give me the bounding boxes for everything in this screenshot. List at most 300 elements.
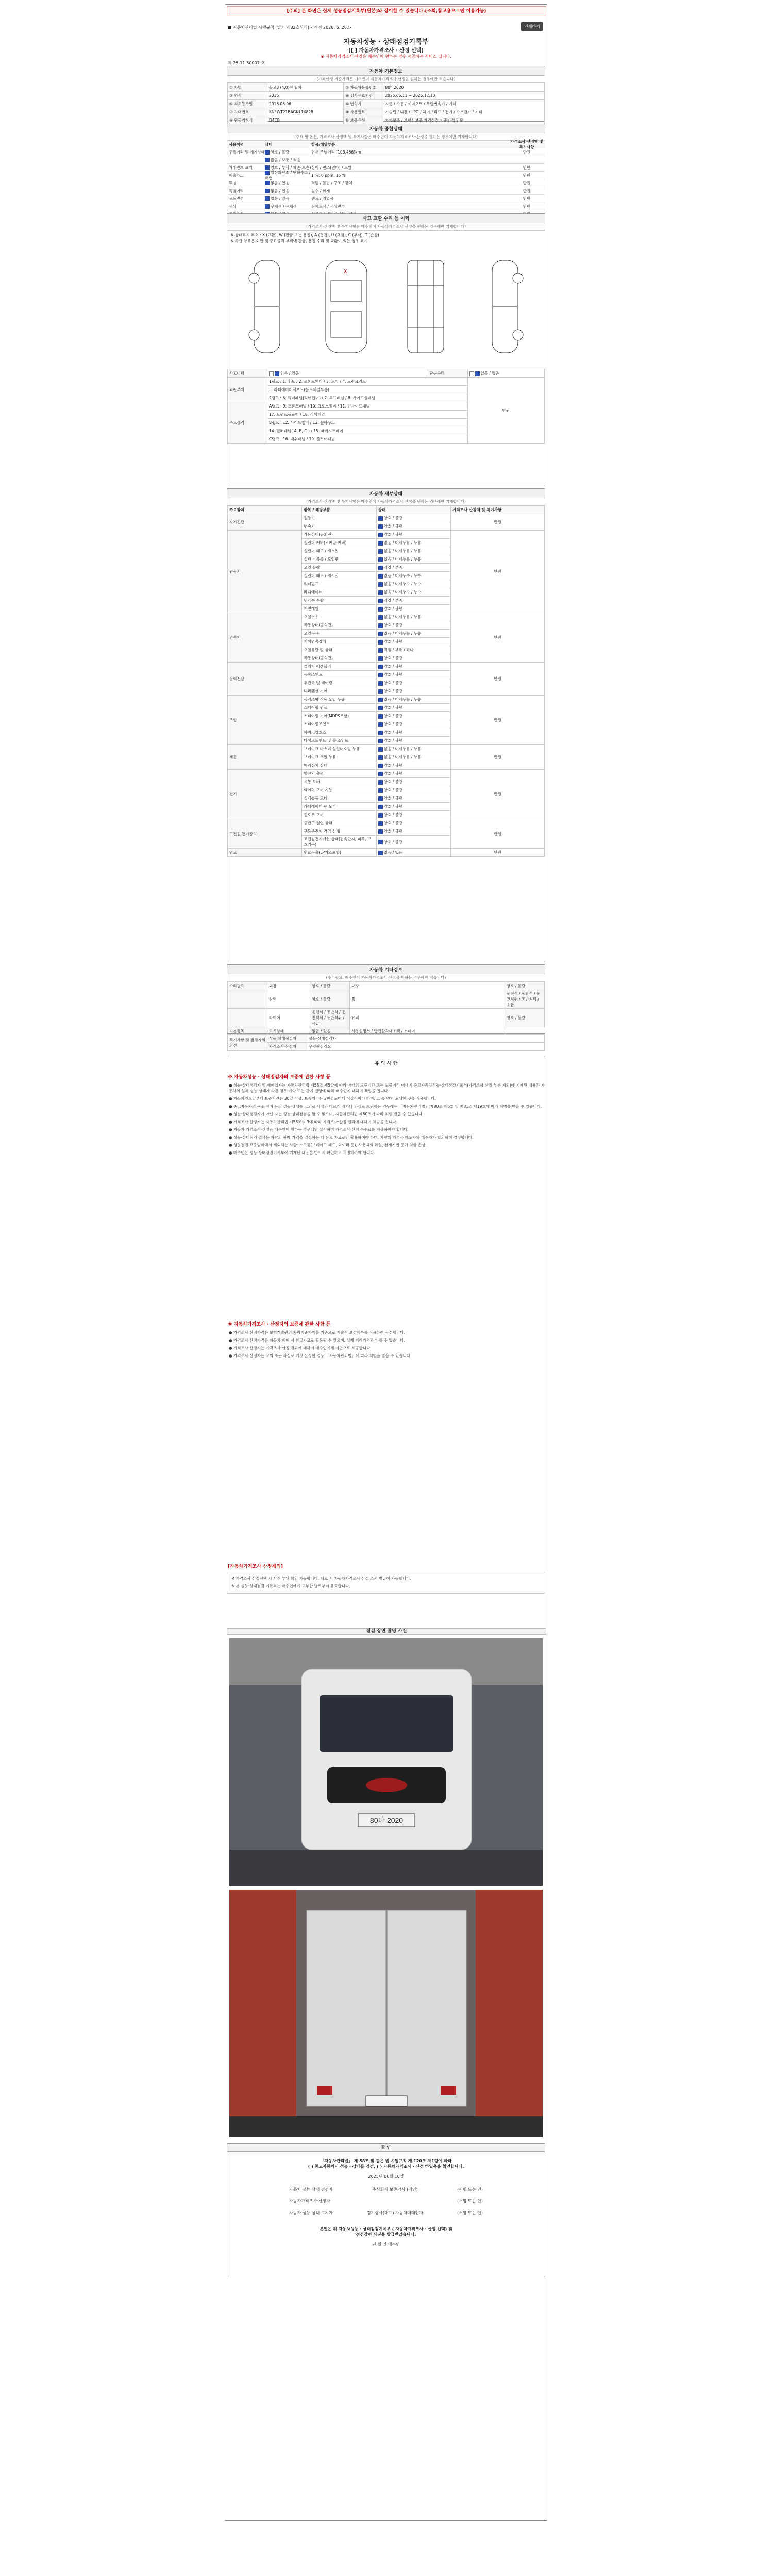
state-item: 배출가스 xyxy=(229,173,244,178)
basic-value: KNFWT21BAGK114828 xyxy=(267,108,344,116)
state-status-text: 양호 / 부식 / 훼손(오손) xyxy=(271,165,311,170)
detail-status-text: 양호 / 불량 xyxy=(383,664,403,669)
detail-status xyxy=(376,728,450,737)
detail-status xyxy=(376,630,450,638)
checkbox-icon xyxy=(265,196,270,201)
state-status xyxy=(265,188,311,194)
detail-row xyxy=(228,745,545,753)
detail-status xyxy=(376,572,450,580)
checkbox-icon xyxy=(265,189,270,193)
detail-status-text: 없음 / 미세누유 / 누유 xyxy=(383,540,422,545)
checkbox-icon xyxy=(378,821,383,826)
detail-status-text: 양호 / 불량 xyxy=(383,821,403,825)
state-parts: 적법 / 불법 / 구조 / 장치 xyxy=(311,180,352,185)
car-top-front-diagram xyxy=(318,255,375,358)
sign-cell: (서명 또는 인) xyxy=(457,2187,483,2192)
outer-panel-label: 외판부위 xyxy=(228,378,267,402)
detail-status-text: 양호 / 불량 xyxy=(383,771,403,776)
print-button[interactable]: 인쇄하기 xyxy=(521,22,543,31)
page-subtitle: ([ ] 자동차가격조사 · 산정 선택) xyxy=(348,48,424,54)
detail-item: 실린더 커버(로커암 커버) xyxy=(302,539,376,547)
etc-row xyxy=(228,1009,545,1027)
state-row xyxy=(227,195,545,202)
caution-line: ● 가격조사·산정자는 자동차관리법 제58조의 3에 따라 가격조사·산정 결과에 대하여 책임을 집니다. xyxy=(229,1120,398,1124)
detail-status xyxy=(376,720,450,728)
detail-status xyxy=(376,778,450,786)
simple-repair-label: 단순수리 xyxy=(428,369,467,378)
basic-value: 봉고3 (4.0)진 탑차 xyxy=(267,83,344,92)
checkbox-icon xyxy=(265,171,270,175)
etc-cell xyxy=(228,1009,267,1027)
detail-status-text: 없음 / 미세누유 / 누유 xyxy=(383,747,422,751)
sign-row xyxy=(227,2183,545,2195)
state-status-text: 많음 / 보통 / 적음 xyxy=(271,157,301,162)
basic-row xyxy=(228,100,545,108)
state-item: 튜닝 xyxy=(229,180,237,185)
checkbox-icon xyxy=(378,829,383,834)
state-col-header: 사용이력 xyxy=(229,142,244,147)
detail-status xyxy=(376,849,450,857)
detail-status xyxy=(376,663,450,671)
basic-label: ⑥ 변속기 xyxy=(344,100,383,108)
caution-line: ● 가격조사·산정가격은 자동차 매매 시 참고자료로 활용될 수 있으며, 실제 거래가격과 다를 수 있습니다. xyxy=(229,1338,405,1343)
state-parts: 현재 주행거리 [103,486]km xyxy=(311,149,361,155)
frame-a: A랭크 : 9. 프론트패널 / 10. 크로스멤버 / 11. 인사이드패널 xyxy=(267,402,468,411)
detail-item: 실내송풍 모터 xyxy=(302,794,376,803)
detail-status xyxy=(376,836,450,849)
detail-sub: (가격조사·산정액 및 특기사항은 매수인이 자동차가격조사·산정을 원하는 경우에만 기재합니다) xyxy=(227,498,545,505)
basic-label: ⑩ 보증유형 xyxy=(344,116,383,125)
etc-cell: 외장 xyxy=(267,982,310,990)
caution-1 xyxy=(227,1072,545,1158)
outer-rank1: 1랭크 : 1. 후드 / 2. 프론트휀더 / 3. 도어 / 4. 트렁크리드 xyxy=(267,378,468,386)
etc-cell: 사용설명서 / 안전삼각대 / 잭 / 스패너 xyxy=(350,1027,505,1036)
confirm-law: 「자동차관리법」 제 58조 및 같은 법 시행규칙 제 120조 제1항에 따라 xyxy=(320,2159,452,2163)
caution-1-title: ※ 자동차성능 · 상태점검자의 보증에 관한 사항 등 xyxy=(228,1075,331,1080)
basic-row xyxy=(228,83,545,92)
detail-item: 윈도우 모터 xyxy=(302,811,376,819)
overall-state-head: 자동차 종합상태 xyxy=(227,124,545,133)
detail-status xyxy=(376,646,450,654)
basic-value: 자가보증 / 보험사보증 가격산정 기준가격 만원 xyxy=(383,116,545,125)
checkbox-icon xyxy=(378,772,383,776)
checkbox-icon xyxy=(378,698,383,702)
etc-cell: 유리 xyxy=(350,1009,505,1027)
basic-info-sub: (가격산정 기준가격은 매수인이 자동차가격조사·산정을 원하는 경우에만 적습니다) xyxy=(227,76,545,83)
detail-item: 변속기 xyxy=(302,522,376,531)
etc-cell: 휠 xyxy=(350,990,505,1009)
state-status-text: 무채색 / 유채색 xyxy=(271,204,297,209)
detail-item: 등속조인트 xyxy=(302,671,376,679)
accident-price: 만원 xyxy=(467,378,545,444)
detail-status xyxy=(376,547,450,555)
detail-item: 타이로드엔드 및 볼 조인트 xyxy=(302,737,376,745)
detail-status-text: 적정 / 부족 xyxy=(383,598,403,603)
etc-row xyxy=(228,990,545,1009)
car-right-side-diagram xyxy=(477,255,533,358)
caution-line: ● 매수인은 성능·상태점검기록부에 기재된 내용을 반드시 확인하고 서명하여야 합니다. xyxy=(229,1150,375,1155)
caution-line: ● 중고자동차의 구조·장치 등의 성능·상태를 고의로 사실과 다르게 적거나 과실로 오판하는 경우에는 「자동차관리법」 제80조 제6호 및 제81조 제19호에 따라 처벌을 받을 수 있습니다. xyxy=(229,1104,542,1109)
caution-line: ● 가격조사·산정자는 가격조사·산정 결과에 대하여 매수인에게 서면으로 제공합니다. xyxy=(229,1346,372,1350)
detail-status-text: 적정 / 부족 xyxy=(383,565,403,570)
checkbox-icon xyxy=(378,524,383,529)
detail-row xyxy=(228,849,545,857)
etc-row xyxy=(228,982,545,990)
legend-line-2: ※ 하단 항목은 외판 및 주요골격 부위에 판금, 용접 수리 및 교환이 있는 경우 표시 xyxy=(230,239,368,243)
detail-status xyxy=(376,794,450,803)
detail-price: 만원 xyxy=(451,819,545,849)
detail-item: 라디에이터 xyxy=(302,588,376,597)
checkbox-icon xyxy=(378,582,383,587)
detail-item: 브레이크 마스터 실린더오일 누유 xyxy=(302,745,376,753)
etc-cell: 없음 / 있음 xyxy=(310,1027,350,1036)
detail-status-text: 양호 / 불량 xyxy=(383,796,403,801)
detail-item: 배력장치 상태 xyxy=(302,761,376,770)
notes-section xyxy=(227,1033,545,1057)
state-status-text: 없음 / 있음 xyxy=(271,180,290,185)
sign-cell: 주식회사 보증검사 (직인) xyxy=(372,2187,418,2192)
appraiser-value: 무평판점검요 xyxy=(307,1043,545,1051)
state-price: 만원 xyxy=(523,204,531,209)
detail-item: 스티어링조인트 xyxy=(302,720,376,728)
detail-col-header: 항목 / 해당부품 xyxy=(302,506,376,514)
accident-legend xyxy=(227,230,545,244)
checkbox-icon xyxy=(378,590,383,595)
detail-status xyxy=(376,696,450,704)
detail-status-text: 양호 / 불량 xyxy=(383,705,403,710)
detail-item: 라디에이터 팬 모터 xyxy=(302,803,376,811)
state-col-header: 항목/해당부품 xyxy=(311,142,335,147)
detail-status-text: 양호 / 불량 xyxy=(383,839,403,844)
detail-item: 오일누유 xyxy=(302,613,376,621)
detail-status-text: 없음 / 있음 xyxy=(383,850,403,855)
checkbox-icon xyxy=(378,731,383,735)
confirm-bar: 확 인 xyxy=(227,2144,545,2152)
state-header-row xyxy=(227,141,545,148)
basic-label: ④ 검사유효기간 xyxy=(344,92,383,100)
checkbox-icon xyxy=(378,813,383,818)
state-row xyxy=(227,202,545,210)
inspector-value: 성능·상태점검자 xyxy=(307,1035,545,1043)
notes-table xyxy=(227,1034,545,1051)
checkbox-icon xyxy=(378,623,383,628)
sign-row xyxy=(227,2207,545,2219)
detail-status-text: 양호 / 불량 xyxy=(383,532,403,537)
state-price: 만원 xyxy=(523,196,531,201)
frame-b: B랭크 : 12. 사이드멤버 / 13. 휠하우스 xyxy=(267,419,468,427)
detail-status xyxy=(376,761,450,770)
checkbox-icon xyxy=(378,656,383,661)
detail-item: 발전기 출력 xyxy=(302,770,376,778)
sign-cell: (서명 또는 인) xyxy=(457,2211,483,2215)
checkbox-icon xyxy=(378,805,383,809)
detail-status xyxy=(376,737,450,745)
detail-item: 브레이크 오일 누유 xyxy=(302,753,376,761)
state-price: 만원 xyxy=(523,165,531,170)
caution-2-lines xyxy=(227,1330,545,1359)
accident-history-value xyxy=(267,369,428,378)
checkbox-icon xyxy=(378,632,383,636)
checkbox-icon xyxy=(265,150,270,155)
checkbox-icon xyxy=(378,599,383,603)
buyer-date: 년 월 일 매수인 xyxy=(372,2242,400,2247)
state-price: 만원 xyxy=(523,188,531,193)
detail-price: 만원 xyxy=(451,770,545,819)
caution-3-lines xyxy=(227,1572,545,1594)
basic-value: 자동 / 수동 / 세미오토 / 무단변속기 / 기타 xyxy=(383,100,545,108)
detail-item: 실린더 블록 / 오일팬 xyxy=(302,555,376,564)
checkbox-icon xyxy=(378,516,383,521)
detail-status-text: 양호 / 불량 xyxy=(383,672,403,677)
checkbox-icon xyxy=(265,158,270,162)
checkbox-icon xyxy=(378,739,383,743)
record-number: 제 25-11-50007 호 xyxy=(228,61,265,65)
checkbox-icon xyxy=(378,549,383,554)
detail-status xyxy=(376,564,450,572)
detail-status xyxy=(376,588,450,597)
checkbox-icon xyxy=(378,796,383,801)
warning-banner: [주의] 본 화면은 실제 성능점검기록부(원본)와 상이할 수 있습니다.(조회,참고용으로만 이용가능) xyxy=(227,6,546,16)
detail-status xyxy=(376,745,450,753)
detail-status-text: 양호 / 불량 xyxy=(383,689,403,693)
detail-status-text: 적정 / 부족 / 과다 xyxy=(383,648,414,652)
state-price: 만원 xyxy=(523,173,531,178)
detail-item: 연료누출(LP가스포함) xyxy=(302,849,376,857)
checkbox-icon xyxy=(378,640,383,645)
sign-row xyxy=(227,2195,545,2207)
checkbox-icon xyxy=(378,747,383,752)
detail-status xyxy=(376,514,450,522)
state-item: 차대번호 표기 xyxy=(229,165,253,170)
detail-group-name: 연료 xyxy=(228,849,302,857)
checkbox-icon xyxy=(378,780,383,785)
outer-rank1b: 5. 라디에이터서포트(볼트체결부품) xyxy=(267,386,468,394)
detail-status xyxy=(376,638,450,646)
checkbox-icon xyxy=(378,566,383,570)
license-plate: 80다 2020 xyxy=(369,1816,404,1824)
detail-status-text: 없음 / 미세누수 / 누수 xyxy=(383,582,422,586)
detail-item: 파워고압호스 xyxy=(302,728,376,737)
checkbox-icon xyxy=(378,689,383,694)
detail-status-text: 없음 / 미세누유 / 누유 xyxy=(383,755,422,759)
confirm-law2: ( ) 중고자동차의 성능 · 상태를 점검, ( ) 자동차가격조사 · 산정 하였음을 확인합니다. xyxy=(308,2164,464,2169)
confirmation-block xyxy=(227,2143,545,2277)
detail-status-text: 양호 / 불량 xyxy=(383,623,403,628)
state-parts: 전체도색 / 색상변경 xyxy=(311,204,345,209)
confirm-date: 2025년 06월 10일 xyxy=(368,2174,404,2179)
checkbox-icon xyxy=(265,181,270,185)
inspector-label: 성능·상태점검자 xyxy=(267,1035,307,1043)
checkbox-icon xyxy=(378,714,383,719)
checkbox-icon xyxy=(378,574,383,579)
state-status xyxy=(265,204,311,209)
detail-status xyxy=(376,621,450,630)
car-left-side-diagram xyxy=(239,255,295,358)
inspection-photo-rear xyxy=(229,1890,543,2137)
accident-section xyxy=(227,213,545,486)
etc-cell: 양호 / 불량 xyxy=(310,982,350,990)
basic-label: ⑨ 원동기형식 xyxy=(228,116,267,125)
caution-1-lines xyxy=(227,1082,545,1156)
sign-cell: 자동차 성능·상태 고지자 xyxy=(289,2211,333,2215)
basic-info-section xyxy=(227,66,545,122)
etc-table xyxy=(227,981,545,1036)
detail-status xyxy=(376,613,450,621)
detail-status-text: 양호 / 불량 xyxy=(383,656,403,660)
detail-row xyxy=(228,819,545,827)
detail-row xyxy=(228,514,545,522)
checkbox-icon xyxy=(378,755,383,760)
detail-row xyxy=(228,613,545,621)
caution-line: ● 자동차 가격조사·산정은 매수인이 원하는 경우에만 실시하며 가격조사·산정 수수료를 지불하여야 합니다. xyxy=(229,1127,409,1132)
caution-2-title: ※ 자동차가격조사 · 산정자의 보증에 관한 사항 등 xyxy=(228,1322,331,1327)
detail-item: 스티어링 펌프 xyxy=(302,704,376,712)
detail-price: 만원 xyxy=(451,849,545,857)
detail-group-name: 자기진단 xyxy=(228,514,302,531)
detail-status xyxy=(376,811,450,819)
state-status-text: 양호 / 불량 xyxy=(271,149,290,155)
state-row xyxy=(227,172,545,179)
basic-info-table xyxy=(227,83,545,125)
checkbox-icon xyxy=(378,533,383,537)
accident-table xyxy=(227,369,545,444)
detail-status-text: 양호 / 불량 xyxy=(383,516,403,520)
basic-value: D4CB xyxy=(267,116,344,125)
overall-state-sub: (주요 및 옵션, 가격조사·산정액 및 특기사항은 매수인이 자동차가격조사·산정을 원하는 경우에만 기재합니다) xyxy=(227,133,545,141)
detail-head: 자동차 세부상태 xyxy=(227,489,545,498)
basic-value: 80다2020 xyxy=(383,83,545,92)
detail-section xyxy=(227,488,545,962)
caution-line: ● 가격조사·산정가격은 보험개발원의 차량기준가액을 기준으로 기술적 보정계수를 적용하여 산정합니다. xyxy=(229,1330,405,1335)
checkbox-icon xyxy=(378,541,383,546)
checkbox-icon xyxy=(378,722,383,727)
state-status xyxy=(265,180,311,186)
checkbox-icon xyxy=(378,615,383,620)
detail-status xyxy=(376,671,450,679)
detail-price: 만원 xyxy=(451,531,545,613)
caution-line: ● 성능점검 보증범위에서 제외되는 사항: 소모품(브레이크 패드, 와이퍼 등), 사용자의 과실, 천재지변 등에 의한 손상. xyxy=(229,1143,427,1147)
state-row xyxy=(227,179,545,187)
basic-label: ② 자동차등록번호 xyxy=(344,83,383,92)
state-status-text: 없음 / 있음 xyxy=(271,188,290,193)
state-status-text: 일산화탄소 / 탄화수소 / 매연 xyxy=(265,170,311,180)
checkbox-icon xyxy=(378,788,383,793)
state-row xyxy=(227,156,545,164)
detail-status xyxy=(376,679,450,687)
car-frame-diagram xyxy=(397,255,454,358)
caution-3 xyxy=(227,1561,545,1594)
detail-item: 추진축 및 베어링 xyxy=(302,679,376,687)
basic-label: ⑤ 최초등록일 xyxy=(228,100,267,108)
basic-label: ⑦ 차대번호 xyxy=(228,108,267,116)
detail-item: 디퍼렌셜 기어 xyxy=(302,687,376,696)
state-item: 용도변경 xyxy=(229,196,244,201)
state-status-text: 없음 / 있음 xyxy=(271,196,290,201)
sign-cell: 자동차 성능·상태 점검자 xyxy=(289,2187,333,2192)
detail-status-text: 없음 / 미세누유 / 누유 xyxy=(383,549,422,553)
detail-status-text: 없음 / 미세누유 / 누유 xyxy=(383,697,422,702)
state-price: 만원 xyxy=(523,180,531,185)
detail-status-text: 없음 / 미세누유 / 누유 xyxy=(383,631,422,636)
doc-info: ■ 자동차관리법 시행규칙 [별지 제82호서식] <개정 2020. 6. 26.> xyxy=(228,25,352,30)
etc-cell: 타이어 xyxy=(267,1009,310,1027)
detail-group-name: 동력전달 xyxy=(228,663,302,696)
caution-line: ● 가격조사·산정자는 고의 또는 과실로 거짓 산정한 경우 「자동차관리법」에 따라 처벌을 받을 수 있습니다. xyxy=(229,1353,412,1358)
detail-status xyxy=(376,522,450,531)
detail-row xyxy=(228,531,545,539)
detail-item: 워터펌프 xyxy=(302,580,376,588)
basic-info-head: 자동차 기본정보 xyxy=(227,66,545,76)
detail-status xyxy=(376,753,450,761)
checkbox-icon xyxy=(378,607,383,612)
page-title: 자동차성능 · 상태점검기록부 xyxy=(343,38,429,46)
simple-repair-options: 없음 / 있음 xyxy=(480,371,499,376)
checkbox-icon xyxy=(378,764,383,768)
detail-row xyxy=(228,696,545,704)
detail-status-text: 없음 / 미세누유 / 누유 xyxy=(383,615,422,619)
basic-value: 2016 xyxy=(267,92,344,100)
car-diagram xyxy=(227,244,545,369)
state-status xyxy=(265,157,311,163)
svg-text:X: X xyxy=(344,269,347,275)
frame-b2: 14. 필러패널( A, B, C ) / 15. 패키지트레이 xyxy=(267,427,468,435)
caution-line: ● 성능·상태점검자가 아닌 자는 성능·상태점검을 할 수 없으며, 자동차관리법 제80조에 따라 처벌 받을 수 있습니다. xyxy=(229,1112,424,1116)
etc-cell: 양호 / 불량 xyxy=(505,1009,545,1027)
detail-status-text: 없음 / 미세누수 / 누수 xyxy=(383,573,422,578)
detail-price: 만원 xyxy=(451,745,545,770)
detail-item: 동력조향 작동 오일 누유 xyxy=(302,696,376,704)
state-row xyxy=(227,148,545,156)
photo-head: 점검 장면 촬영 사진 xyxy=(227,1628,546,1635)
checkbox-icon xyxy=(378,557,383,562)
detail-status xyxy=(376,827,450,836)
caution-line: ● 성능·상태점검자 및 매매업자는 자동차관리법 제58조 제5항에 따라 아래의 보증기간 또는 보증거리 이내에 중고자동차성능·상태점검기록부(가격조사·산정 부분 제외)에 기재된 내용과 자동차의 실제 성능·상태가 다른 경우 계약 또는 관계 법령에 따라 매수인에 대하여 책임을 집니다. xyxy=(229,1083,545,1093)
state-parts: 렌트 / 영업용 xyxy=(311,196,334,201)
detail-status-text: 없음 / 미세누수 / 누수 xyxy=(383,590,422,595)
state-parts: 상이 / 변조(변타) / 도말 xyxy=(311,165,352,170)
etc-sub: (수리필요, 매수인이 자동차가격조사·산정을 원하는 경우에만 적습니다) xyxy=(227,974,545,981)
detail-row xyxy=(228,770,545,778)
checkbox-icon xyxy=(378,840,383,844)
accident-sub: (가격조사·산정액 및 특기사항은 매수인이 자동차가격조사·산정을 원하는 경우에만 기재합니다) xyxy=(227,223,545,230)
checkbox-icon xyxy=(378,681,383,686)
appraiser-label: 가격조사·산정자 xyxy=(267,1043,307,1051)
detail-item: 시동 모터 xyxy=(302,778,376,786)
buyer-confirm2: 점검장면 사진을 발급받았습니다. xyxy=(356,2232,416,2237)
detail-status-text: 양호 / 불량 xyxy=(383,788,403,792)
etc-cell: 내장 xyxy=(350,982,505,990)
detail-group-name: 전기 xyxy=(228,770,302,819)
detail-status xyxy=(376,786,450,794)
detail-group-name: 변속기 xyxy=(228,613,302,663)
basic-value: 가솔린 / 디젤 / LPG / 하이브리드 / 전기 / 수소전기 / 기타 xyxy=(383,108,545,116)
detail-item: 와이퍼 모터 기능 xyxy=(302,786,376,794)
checkbox-icon xyxy=(378,673,383,677)
etc-cell: 운전석 / 동반석 / 운전석뒤 / 동반석뒤 / 응급 xyxy=(310,1009,350,1027)
detail-status-text: 양호 / 불량 xyxy=(383,730,403,735)
caution-line: ※ 본 성능·상태점검 기록부는 매수인에게 교부한 날로부터 유효합니다. xyxy=(231,1584,350,1588)
basic-label: ① 차명 xyxy=(228,83,267,92)
checkbox-icon xyxy=(378,665,383,669)
inspection-photo-front xyxy=(229,1638,543,1886)
detail-col-header: 가격조사·산정액 및 특기사항 xyxy=(451,506,545,514)
detail-status-text: 양호 / 불량 xyxy=(383,639,403,644)
title-block xyxy=(227,34,545,66)
state-col-header: 상태 xyxy=(265,142,273,147)
detail-status xyxy=(376,531,450,539)
outer-rank2: 2랭크 : 6. 쿼터패널(리어펜더) / 7. 루프패널 / 8. 사이드실패널 xyxy=(267,394,468,402)
legend-line-1: ※ 상태표시 부호 : X (교환), W (판금 또는 용접), A (흠집), U (요철), C (부식), T (손상) xyxy=(230,233,379,238)
